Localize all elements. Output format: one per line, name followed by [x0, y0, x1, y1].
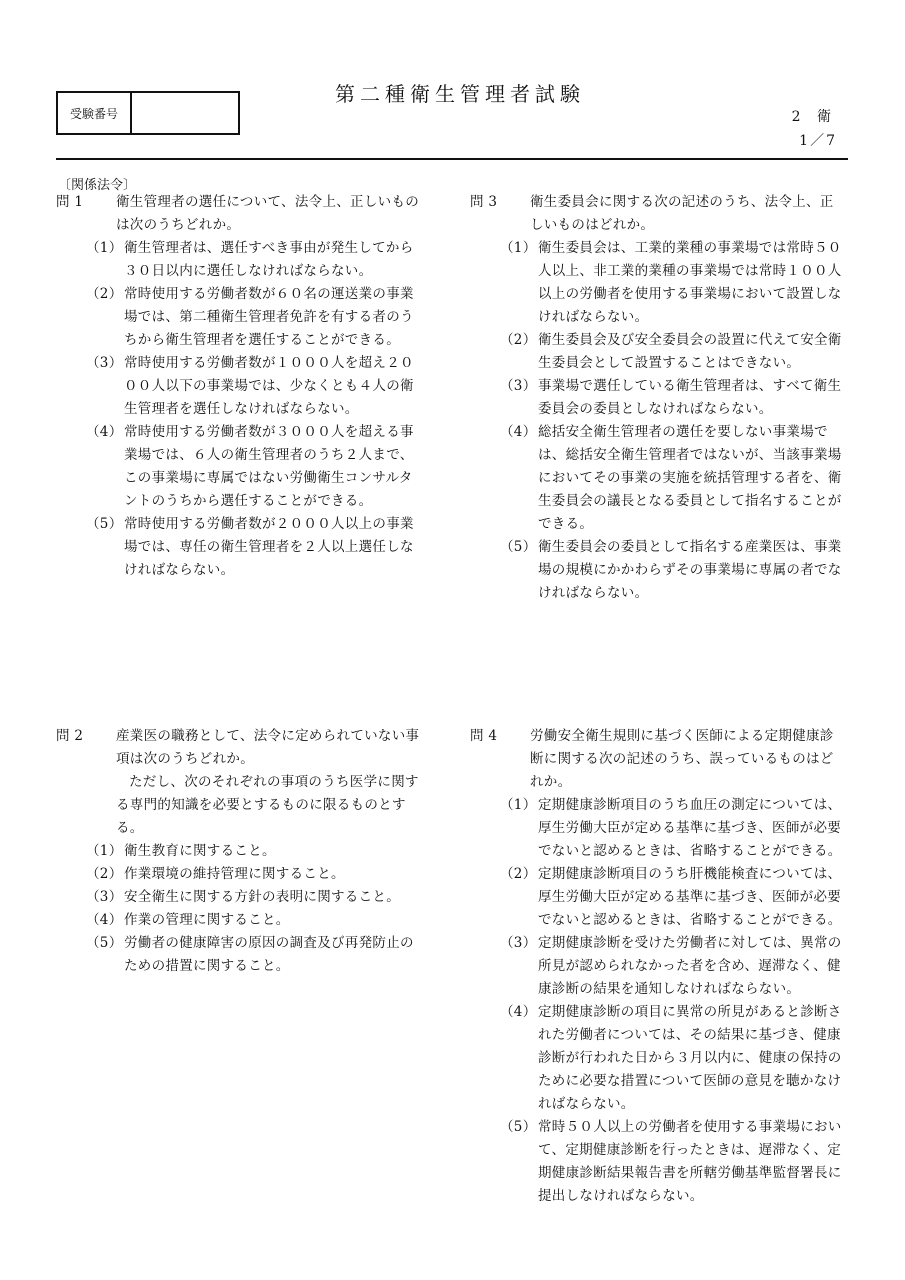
question-stem: 産業医の職務として、法令に定められていない事項は次のうちどれか。: [116, 728, 420, 767]
option-text: 常時使用する労働者数が６０名の運送業の事業場では、第二種衛生管理者免許を有する者のうちから衛生管理者を選任することができる。: [124, 286, 414, 348]
option-text: 衛生委員会及び安全委員会の設置に代えて安全衛生委員会として設置することはできない。: [538, 332, 842, 371]
option-number: （1）: [500, 240, 537, 256]
question-marker: 問 4: [470, 728, 498, 744]
page-number: 1／7: [799, 133, 837, 149]
option-number: （2）: [500, 866, 537, 882]
question-marker: 問 3: [470, 194, 498, 210]
option-number: （2）: [500, 332, 537, 348]
option-text: 衛生委員会は、工業的業種の事業場では常時５０人以上、非工業的業種の事業場では常時１００人以上の労働者を使用する事業場において設置しなければならない。: [538, 240, 842, 325]
option-3: [470, 375, 846, 421]
option-text: 常時５０人以上の労働者を使用する事業場において、定期健康診断を行ったときは、遅滞なく、定期健康診断結果報告書を所轄労働基準監督署長に提出しなければならない。: [538, 1119, 842, 1204]
option-number: （3）: [86, 889, 123, 905]
question-3: [470, 191, 846, 605]
question-marker: 問 2: [56, 728, 84, 744]
question-marker: 問 1: [56, 194, 84, 210]
option-number: （4）: [86, 912, 123, 928]
option-number: （4）: [500, 1004, 537, 1020]
option-1: [56, 840, 424, 863]
question-2: [56, 725, 424, 978]
option-text: 作業の管理に関すること。: [124, 912, 290, 928]
option-text: 定期健康診断の項目に異常の所見があると診断された労働者については、その結果に基づき、健康診断が行われた日から３月以内に、健康の保持のために必要な措置について医師の意見を聴かなければならない。: [538, 1004, 842, 1112]
header-divider: [56, 158, 848, 160]
option-1: [470, 794, 846, 863]
question-note: ただし、次のそれぞれの事項のうち医学に関する専門的知識を必要とするものに限るものとする。: [116, 774, 419, 836]
option-2: [470, 329, 846, 375]
option-number: （5）: [500, 539, 537, 555]
option-4: [470, 1001, 846, 1116]
option-number: （3）: [86, 355, 123, 371]
option-text: 定期健康診断項目のうち血圧の測定については、厚生労働大臣が定める基準に基づき、医師が必要でないと認めるときは、省略することができる。: [538, 797, 842, 859]
option-text: 定期健康診断項目のうち肝機能検査については、厚生労働大臣が定める基準に基づき、医師が必要でないと認めるときは、省略することができる。: [538, 866, 842, 928]
option-text: 衛生管理者は、選任すべき事由が発生してから３０日以内に選任しなければならない。: [124, 240, 414, 279]
option-1: [470, 237, 846, 329]
option-4: [470, 421, 846, 536]
question-4: [470, 725, 846, 1208]
option-text: 事業場で選任している衛生管理者は、すべて衛生委員会の委員としなければならない。: [538, 378, 842, 417]
option-number: （3）: [500, 378, 537, 394]
exam-number-box: [56, 91, 240, 135]
option-number: （4）: [86, 424, 123, 440]
page-title: 第二種衛生管理者試験: [335, 82, 585, 106]
option-2: [470, 863, 846, 932]
exam-number-field[interactable]: [132, 93, 238, 133]
option-number: （1）: [86, 843, 123, 859]
option-number: （1）: [500, 797, 537, 813]
option-text: 衛生教育に関すること。: [124, 843, 276, 859]
question-stem: 衛生管理者の選任について、法令上、正しいものは次のうちどれか。: [116, 194, 420, 233]
option-text: 総括安全衛生管理者の選任を要しない事業場では、総括安全衛生管理者ではないが、当該事業場においてその事業の実施を統括管理する者を、衛生委員会の議長となる委員として指名することができる。: [538, 424, 842, 532]
option-1: [56, 237, 424, 283]
option-5: [470, 536, 846, 605]
option-2: [56, 283, 424, 352]
option-number: （4）: [500, 424, 537, 440]
option-number: （2）: [86, 866, 123, 882]
option-text: 労働者の健康障害の原因の調査及び再発防止のための措置に関すること。: [124, 935, 414, 974]
option-3: [56, 886, 424, 909]
option-4: [56, 909, 424, 932]
option-4: [56, 421, 424, 513]
option-text: 安全衛生に関する方針の表明に関すること。: [124, 889, 400, 905]
option-number: （5）: [500, 1119, 537, 1135]
option-3: [470, 932, 846, 1001]
subject-code: 2 衛: [791, 109, 837, 125]
option-5: [470, 1116, 846, 1208]
option-5: [56, 932, 424, 978]
section-label: 〔関係法令〕: [58, 178, 137, 193]
option-number: （1）: [86, 240, 123, 256]
option-text: 常時使用する労働者数が２０００人以上の事業場では、専任の衛生管理者を２人以上選任しなければならない。: [124, 516, 414, 578]
option-3: [56, 352, 424, 421]
option-number: （3）: [500, 935, 537, 951]
question-1: [56, 191, 424, 582]
question-stem: 衛生委員会に関する次の記述のうち、法令上、正しいものはどれか。: [530, 194, 834, 233]
option-text: 衛生委員会の委員として指名する産業医は、事業場の規模にかかわらずその事業場に専属の者でなければならない。: [538, 539, 842, 601]
option-number: （5）: [86, 516, 123, 532]
option-5: [56, 513, 424, 582]
option-2: [56, 863, 424, 886]
option-text: 作業環境の維持管理に関すること。: [124, 866, 345, 882]
option-number: （2）: [86, 286, 123, 302]
option-text: 常時使用する労働者数が１０００人を超え２０００人以下の事業場では、少なくとも４人の衛生管理者を選任しなければならない。: [124, 355, 414, 417]
option-text: 定期健康診断を受けた労働者に対しては、異常の所見が認められなかった者を含め、遅滞なく、健康診断の結果を通知しなければならない。: [538, 935, 842, 997]
question-stem: 労働安全衛生規則に基づく医師による定期健康診断に関する次の記述のうち、誤っているものはどれか。: [530, 728, 834, 790]
option-number: （5）: [86, 935, 123, 951]
option-text: 常時使用する労働者数が３０００人を超える事業場では、６人の衛生管理者のうち２人まで、この事業場に専属ではない労働衛生コンサルタントのうちから選任することができる。: [124, 424, 414, 509]
exam-number-label: 受験番号: [58, 93, 132, 133]
